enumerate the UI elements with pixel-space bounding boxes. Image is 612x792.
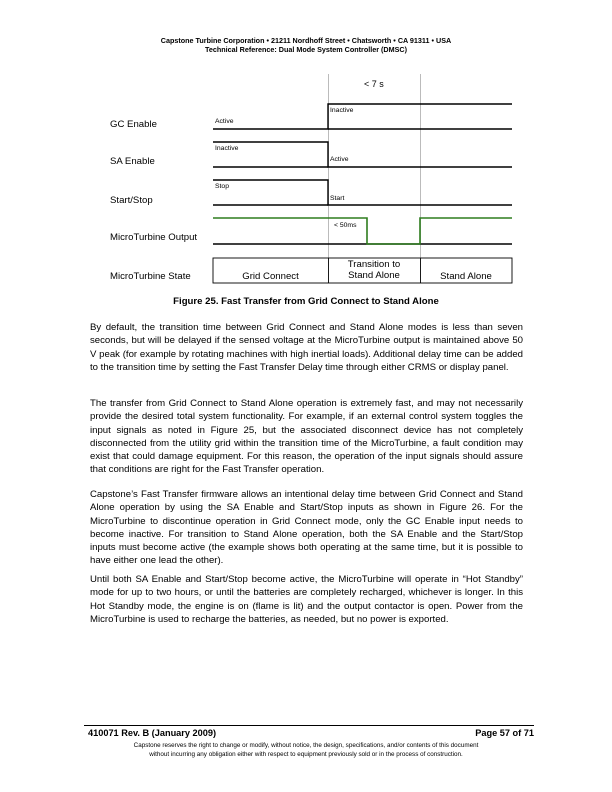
header-company: Capstone Turbine Corporation • 21211 Nordhoff Street • Chatsworth • CA 91311 • USA — [160, 36, 452, 45]
timing-diagram-lines — [0, 0, 612, 300]
paragraph-4: Until both SA Enable and Start/Stop become active, the MicroTurbine will operate in “Hot Standby” mode for up to two hours, or until the batteries are completely recharged, whichever is longer. In this Hot Standby mode, the engine is on (flame is lit) and the output contactor is open. Power from the MicroTurbine is used to recharge the batteries, as needed, but no power is exported. — [90, 574, 523, 625]
gc-enable-after: Inactive — [330, 107, 354, 114]
signal-label-state: MicroTurbine State — [110, 271, 191, 282]
footer-page-number: Page 57 of 71 — [475, 728, 534, 738]
state-grid-connect: Grid Connect — [242, 271, 299, 282]
signal-label-start-stop: Start/Stop — [110, 195, 153, 206]
state-transition — [328, 259, 420, 281]
figure-caption: Figure 25. Fast Transfer from Grid Connect to Stand Alone — [173, 296, 439, 307]
sa-enable-after: Active — [330, 156, 349, 163]
footer-divider — [84, 725, 534, 726]
paragraph-1: By default, the transition time between Grid Connect and Stand Alone modes is less than seven seconds, but will be delayed if the sensed voltage at the MicroTurbine output is maintained above 50 V peak (for example by rotating machines with high inertial loads). Additional delay time can be added to the transition time by setting the Fast Transfer Delay time through either CRMS or display panel. — [90, 322, 523, 373]
footer-disclaimer-line2: without incurring any obligation either with respect to equipment previously sold or in the process of construction. — [149, 750, 463, 758]
start-stop-before: Stop — [215, 183, 229, 190]
paragraph-3: Capstone’s Fast Transfer firmware allows an intentional delay time between Grid Connect and Stand Alone operation by using the SA Enable and Start/Stop inputs as shown in Figure 26. For the MicroTurbine to discontinue operation in Grid Connect mode, only the GC Enable input needs to become inactive. For transition to Stand Alone operation, both the SA Enable and the Start/Stop inputs must become active (the example shows both operating at the same time, but it is possible to have either one lead the other). — [90, 489, 523, 567]
sa-enable-before: Inactive — [215, 145, 239, 152]
state-transition-line2: Stand Alone — [348, 270, 400, 281]
signal-label-gc-enable: GC Enable — [110, 119, 157, 130]
interval-label: < 7 s — [364, 79, 384, 89]
signal-label-output: MicroTurbine Output — [110, 232, 198, 243]
footer-disclaimer-line1: Capstone reserves the right to change or modify, without notice, the design, specifications, and/or contents of this document — [133, 742, 479, 749]
paragraph-2: The transfer from Grid Connect to Stand Alone operation is extremely fast, and may not necessarily provide the desired total system functionality. For example, if an external control system toggles the input signals as noted in Figure 25, but the associated disconnect device has not completely disconnected from the utility grid within the transition time of the MicroTurbine, a fault condition may exist that could damage equipment. For this reason, the operation of the input signals should assure that conditions are right for the Fast Transfer operation. — [90, 398, 523, 476]
state-transition-line1: Transition to — [347, 259, 401, 270]
footer-disclaimer — [0, 742, 612, 759]
state-stand-alone: Stand Alone — [440, 271, 492, 282]
start-stop-after: Start — [330, 195, 345, 202]
signal-label-sa-enable: SA Enable — [110, 156, 155, 167]
output-note: < 50ms — [334, 222, 357, 229]
gc-enable-before: Active — [215, 118, 234, 125]
header-doc-title: Technical Reference: Dual Mode System Controller (DMSC) — [205, 45, 407, 54]
footer-doc-id: 410071 Rev. B (January 2009) — [88, 728, 217, 738]
timing-diagram — [0, 0, 612, 300]
